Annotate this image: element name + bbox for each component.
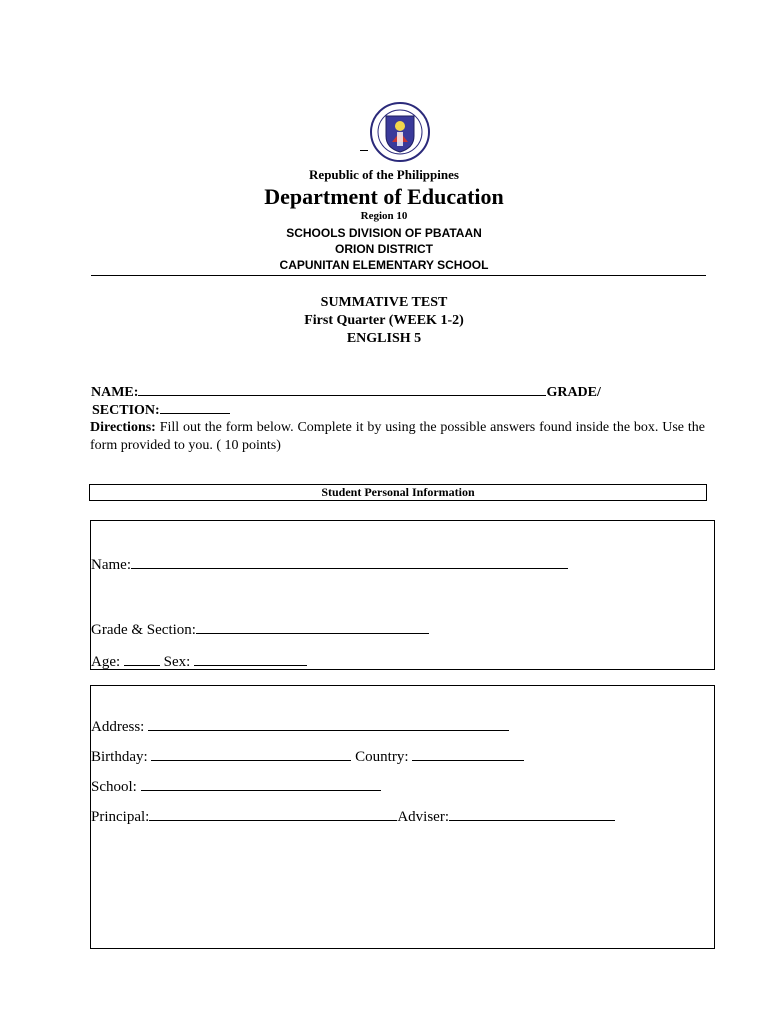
republic-line: Republic of the Philippines bbox=[309, 167, 459, 182]
address-label: Address: bbox=[91, 719, 149, 735]
age-label: Age: bbox=[91, 654, 124, 670]
address-blank[interactable] bbox=[148, 717, 509, 731]
adviser-label: Adviser: bbox=[397, 809, 449, 825]
deped-seal bbox=[362, 102, 438, 162]
section-label: SECTION: bbox=[92, 403, 160, 418]
test-title: SUMMATIVE TEST bbox=[320, 295, 448, 310]
grade-section-blank[interactable] bbox=[196, 620, 429, 634]
address-info-box bbox=[90, 685, 715, 949]
birthday-blank[interactable] bbox=[151, 747, 351, 761]
country-label: Country: bbox=[351, 749, 413, 765]
grade-section-label: Grade & Section: bbox=[91, 622, 196, 638]
box-name-blank[interactable] bbox=[131, 555, 568, 569]
directions-label: Directions: bbox=[90, 420, 156, 435]
sex-blank[interactable] bbox=[194, 652, 307, 666]
birthday-country-line bbox=[91, 747, 524, 766]
principal-blank[interactable] bbox=[149, 807, 397, 821]
department-title: Department of Education bbox=[264, 184, 504, 209]
address-line bbox=[91, 717, 509, 736]
age-blank[interactable] bbox=[124, 652, 160, 666]
principal-label: Principal: bbox=[91, 809, 150, 825]
directions-text: Fill out the form below. Complete it by using the possible answers found inside the box. Use the form provided to you. ( 10 points) bbox=[90, 420, 705, 453]
seal-mark bbox=[360, 150, 368, 151]
school-label: School: bbox=[91, 779, 141, 795]
school-blank[interactable] bbox=[141, 777, 381, 791]
box-name-label: Name: bbox=[91, 557, 131, 573]
school-line-field bbox=[91, 777, 381, 796]
test-subject: ENGLISH 5 bbox=[346, 331, 422, 346]
name-blank[interactable] bbox=[138, 383, 546, 396]
region-line: Region 10 bbox=[360, 210, 408, 222]
grade-section-line bbox=[91, 620, 429, 639]
principal-adviser-line bbox=[91, 807, 615, 826]
division-line: SCHOOLS DIVISION OF PBATAAN bbox=[286, 226, 482, 240]
section-line bbox=[92, 401, 230, 419]
birthday-label: Birthday: bbox=[91, 749, 152, 765]
personal-info-box bbox=[90, 520, 715, 670]
country-blank[interactable] bbox=[412, 747, 524, 761]
district-line: ORION DISTRICT bbox=[335, 242, 433, 256]
form-title: Student Personal Information bbox=[89, 484, 707, 501]
directions bbox=[90, 419, 705, 455]
school-line: CAPUNITAN ELEMENTARY SCHOOL bbox=[279, 258, 489, 272]
grade-label: GRADE/ bbox=[546, 385, 601, 400]
test-quarter: First Quarter (WEEK 1-2) bbox=[304, 313, 464, 328]
age-sex-line bbox=[91, 652, 307, 671]
adviser-blank[interactable] bbox=[449, 807, 615, 821]
header-rule bbox=[91, 275, 706, 276]
name-label: NAME: bbox=[91, 385, 139, 400]
box-name-line bbox=[91, 555, 568, 574]
sex-label: Sex: bbox=[159, 654, 195, 670]
name-grade-line bbox=[91, 383, 601, 401]
section-blank[interactable] bbox=[160, 401, 230, 414]
